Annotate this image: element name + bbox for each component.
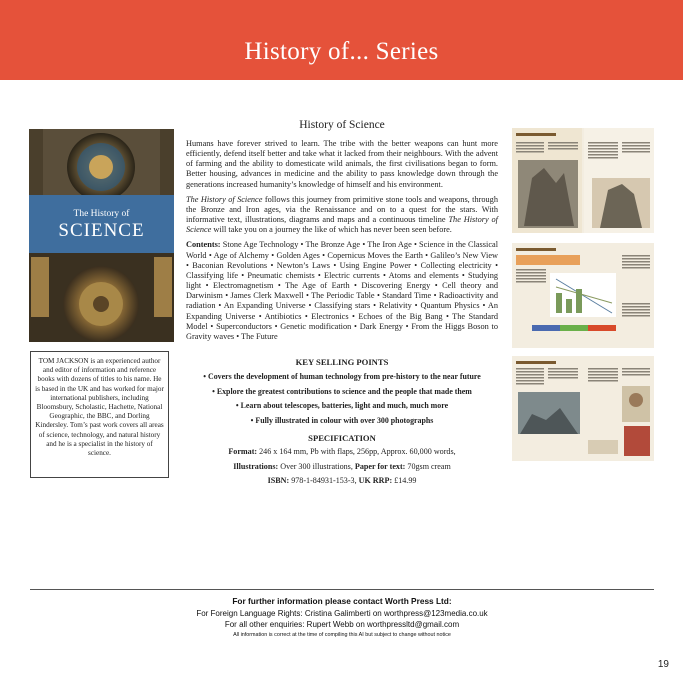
page-number: 19 — [657, 659, 669, 670]
contents-label: Contents: — [186, 240, 221, 250]
list-item: • Learn about telescopes, batteries, light and much, much more — [235, 401, 449, 411]
footer-disclaimer: All information is correct at the time of compiling this AI but subject to change without notice — [233, 632, 451, 638]
footer-contact-heading: For further information please contact Worth Press Ltd: — [232, 596, 452, 606]
cover-title: SCIENCE — [58, 220, 145, 241]
author-bio: TOM JACKSON is an experienced author and editor of information and reference books with dozens of titles to his name. He is based in the UK and has worked for major international publishers, including Bloomsbury, Scholastic, Hachette, National Geographic, the BBC, and Dorling Kindersley. Tom’s past work covers all areas of science, technology, and natural history and he is a specialist in the history of science. — [30, 351, 169, 478]
footer-rights-contact: For Foreign Language Rights: Cristina Galimberti on worthpress@123media.co.uk — [196, 609, 488, 618]
sample-spread-3 — [512, 356, 654, 461]
description-paragraph-2: The History of Science follows this journey from primitive stone tools and weapons, through the Bronze and Iron ages, via the Renaissance and on to a quest for the stars. With informative text, illustrations, diagrams and maps and a continuous timeline The History of Science will take you on a journey the like of which has never been seen before. — [186, 194, 498, 235]
sample-spread-2 — [512, 243, 654, 348]
book-description — [186, 139, 498, 347]
spec-illustrations: Illustrations: Over 300 illustrations, Paper for text: 70gsm cream — [233, 461, 451, 471]
book-cover — [29, 129, 174, 342]
specification-block — [186, 445, 498, 489]
book-title: History of Science — [299, 119, 385, 131]
spec-isbn: ISBN: 978-1-84931-153-3, UK RRP: £14.99 — [267, 476, 417, 485]
cover-series-line: The History of — [73, 209, 130, 219]
book-title-italic-2: The History of Science — [186, 215, 498, 235]
list-item: • Fully illustrated in colour with over 300 photographs — [250, 415, 434, 425]
sample-spread-1 — [512, 128, 654, 233]
footer-divider — [30, 589, 654, 590]
specification-title: SPECIFICATION — [308, 433, 376, 443]
key-selling-points-title: KEY SELLING POINTS — [295, 357, 389, 367]
page-title: History of... Series — [244, 38, 439, 65]
description-paragraph-1: Humans have forever strived to learn. The tribe with the better weapons can hunt more efficiently, defend itself better and take what it lacked from their neighbours. With the advent of farming and the ability to domesticate wild animals, the first civilisations began to form. Better housing, advances in medicine and the ability to pass knowledge down through the generations increased humanity’s knowledge of himself and his environment. — [186, 139, 498, 189]
book-title-italic: The History of Science — [186, 194, 263, 204]
spec-format: Format: 246 x 164 mm, Pb with flaps, 256pp, Approx. 60,000 words, — [228, 447, 456, 456]
header-banner — [0, 0, 683, 80]
list-item: • Covers the development of human technology from pre-history to the near future — [203, 372, 481, 381]
list-item: • Explore the greatest contributions to science and the people that made them — [212, 386, 472, 396]
footer-enquiries-contact: For all other enquiries: Rupert Webb on worthpressltd@gmail.com — [224, 620, 460, 629]
key-selling-points-list — [186, 370, 498, 428]
contents-list: Contents: Stone Age Technology • The Bronze Age • The Iron Age • Science in the Classical World • Age of Alchemy • Golden Ages • Copernicus Moves the Earth • Galileo’s New View • Baconian Revolutions • Newton’s Laws • Using Engine Power • Collecting electricity • Classifying life • Pneumatic chemists • Electric currents • Atoms and elements • Studying light • Electromagnetism • The Age of Earth • Discovering Energy • Cell theory and Darwinism • James Clerk Maxwell • The Periodic Table • Standard Time • Radioactivity and radiation • An Expanding Universe • Classifying stars • Relativity • Quantum Physics • An Expanding Universe • Antibiotics • Electronics • Echoes of the Big Bang • The Standard Model • Superconductors • Genetic modification • Dark Energy • From the Higgs Boson to Gravity waves • The Future — [186, 240, 498, 341]
